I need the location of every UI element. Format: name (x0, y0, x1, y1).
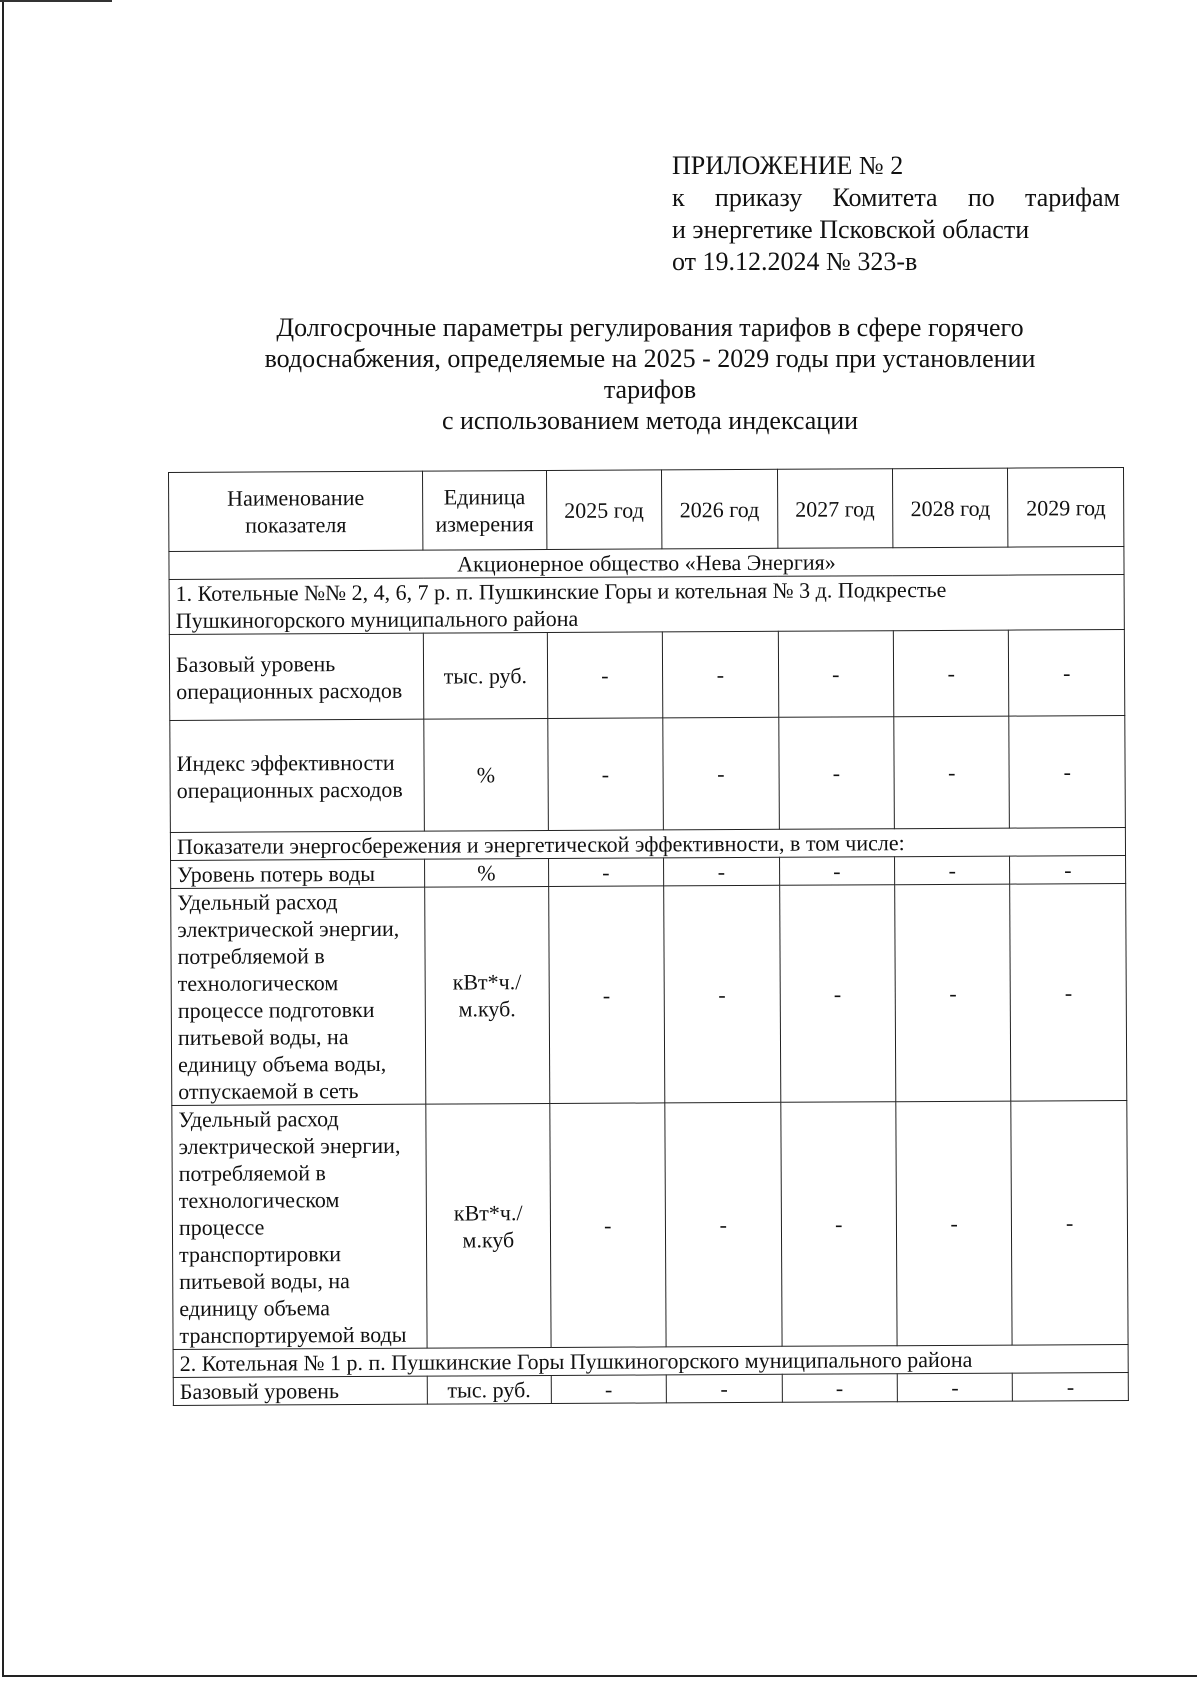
row-name: Индекс эффективности операционных расходов (170, 719, 425, 832)
row-value-2029: - (1013, 1372, 1129, 1401)
appendix-title: ПРИЛОЖЕНИЕ № 2 (672, 151, 904, 180)
row-unit: % (424, 719, 548, 832)
row-value-2027: - (779, 857, 895, 886)
appendix-date-line: от 19.12.2024 № 323-в (672, 247, 918, 276)
table-row (172, 1100, 1128, 1349)
header-unit: Единица измерения (423, 471, 547, 551)
row-value-2025: - (548, 858, 664, 887)
row-name: Уровень потерь воды (171, 859, 425, 888)
header-year-2026: 2026 год (662, 469, 778, 549)
header-year-2027: 2027 год (777, 469, 893, 549)
header-year-2028: 2028 год (892, 468, 1008, 548)
organization-name: Акционерное общество «Нева Энергия» (169, 546, 1124, 579)
row-unit: % (425, 859, 549, 888)
row-value-2028: - (893, 630, 1009, 717)
row-name: Удельный расход электрической энергии, потребляемой в технологическом процессе подготовки питьевой воды, на единицу объема воды, отпускаемой в сеть (171, 887, 426, 1105)
row-value-2028: - (896, 1101, 1013, 1346)
row-unit: кВт*ч./м.куб (426, 1104, 551, 1349)
row-value-2026: - (662, 631, 778, 718)
row-unit: тыс. руб. (423, 633, 547, 720)
table-row (170, 715, 1126, 832)
row-value-2029: - (1010, 883, 1127, 1101)
title-line-4: с использованием метода индексации (441, 406, 859, 435)
row-value-2029: - (1009, 629, 1125, 716)
row-value-2026: - (664, 857, 780, 886)
row-value-2025: - (547, 718, 663, 831)
row-value-2026: - (663, 717, 779, 830)
title-line-2: водоснабжения, определяемые на 2025 - 2029 годы при установлении (264, 344, 1036, 373)
row-value-2025: - (548, 886, 665, 1104)
title-line-1: Долгосрочные параметры регулирования тарифов в сфере горячего (276, 313, 1024, 342)
row-value-2027: - (778, 631, 894, 718)
table-header-row (169, 467, 1124, 551)
table-row (173, 1372, 1128, 1405)
row-value-2027: - (779, 885, 896, 1103)
row-name: Удельный расход электрической энергии, потребляемой в технологическом процессе транспортировки питьевой воды, на единицу объема транспортируемой воды (172, 1104, 427, 1349)
document-title (200, 312, 1100, 436)
row-value-2025: - (551, 1375, 667, 1404)
header-name: Наименование показателя (169, 471, 423, 551)
section-row (169, 574, 1124, 634)
title-line-3: тарифов (603, 375, 697, 404)
row-unit: тыс. руб. (427, 1376, 551, 1405)
header-year-2025: 2025 год (546, 470, 662, 550)
appendix-committee-line: и энергетике Псковской области (672, 215, 1030, 244)
row-value-2028: - (895, 856, 1011, 885)
row-value-2027: - (780, 1102, 897, 1347)
row-name: Базовый уровень операционных расходов (169, 633, 424, 720)
appendix-order-line: к приказу Комитета по тарифам (672, 183, 1120, 212)
row-value-2028: - (895, 884, 1012, 1102)
row-value-2026: - (666, 1374, 782, 1403)
row-value-2028: - (897, 1373, 1013, 1402)
parameters-table (168, 467, 1129, 1406)
row-value-2027: - (782, 1374, 898, 1403)
row-unit: кВт*ч./м.куб. (425, 887, 550, 1105)
row-value-2029: - (1009, 715, 1125, 828)
appendix-header (672, 150, 1120, 278)
section-1-title: 1. Котельные №№ 2, 4, 6, 7 р. п. Пушкинские Горы и котельная № 3 д. Подкрестье Пушкиногорского муниципального района (169, 574, 1124, 634)
row-value-2027: - (778, 717, 894, 830)
row-value-2025: - (549, 1103, 666, 1348)
table-row (169, 629, 1124, 720)
row-value-2029: - (1010, 855, 1126, 884)
scan-edge-mark (0, 0, 112, 2)
section-2-title: 2. Котельная № 1 р. п. Пушкинские Горы Пушкиногорского муниципального района (173, 1344, 1128, 1377)
header-year-2029: 2029 год (1008, 467, 1124, 547)
row-value-2026: - (664, 885, 781, 1103)
row-value-2025: - (547, 632, 663, 719)
table-row (171, 883, 1127, 1105)
row-value-2026: - (665, 1102, 782, 1347)
energy-section-title: Показатели энергосбережения и энергетической эффективности, в том числе: (170, 827, 1125, 860)
row-name: Базовый уровень (173, 1376, 427, 1405)
row-value-2028: - (894, 716, 1010, 829)
row-value-2029: - (1011, 1100, 1128, 1345)
